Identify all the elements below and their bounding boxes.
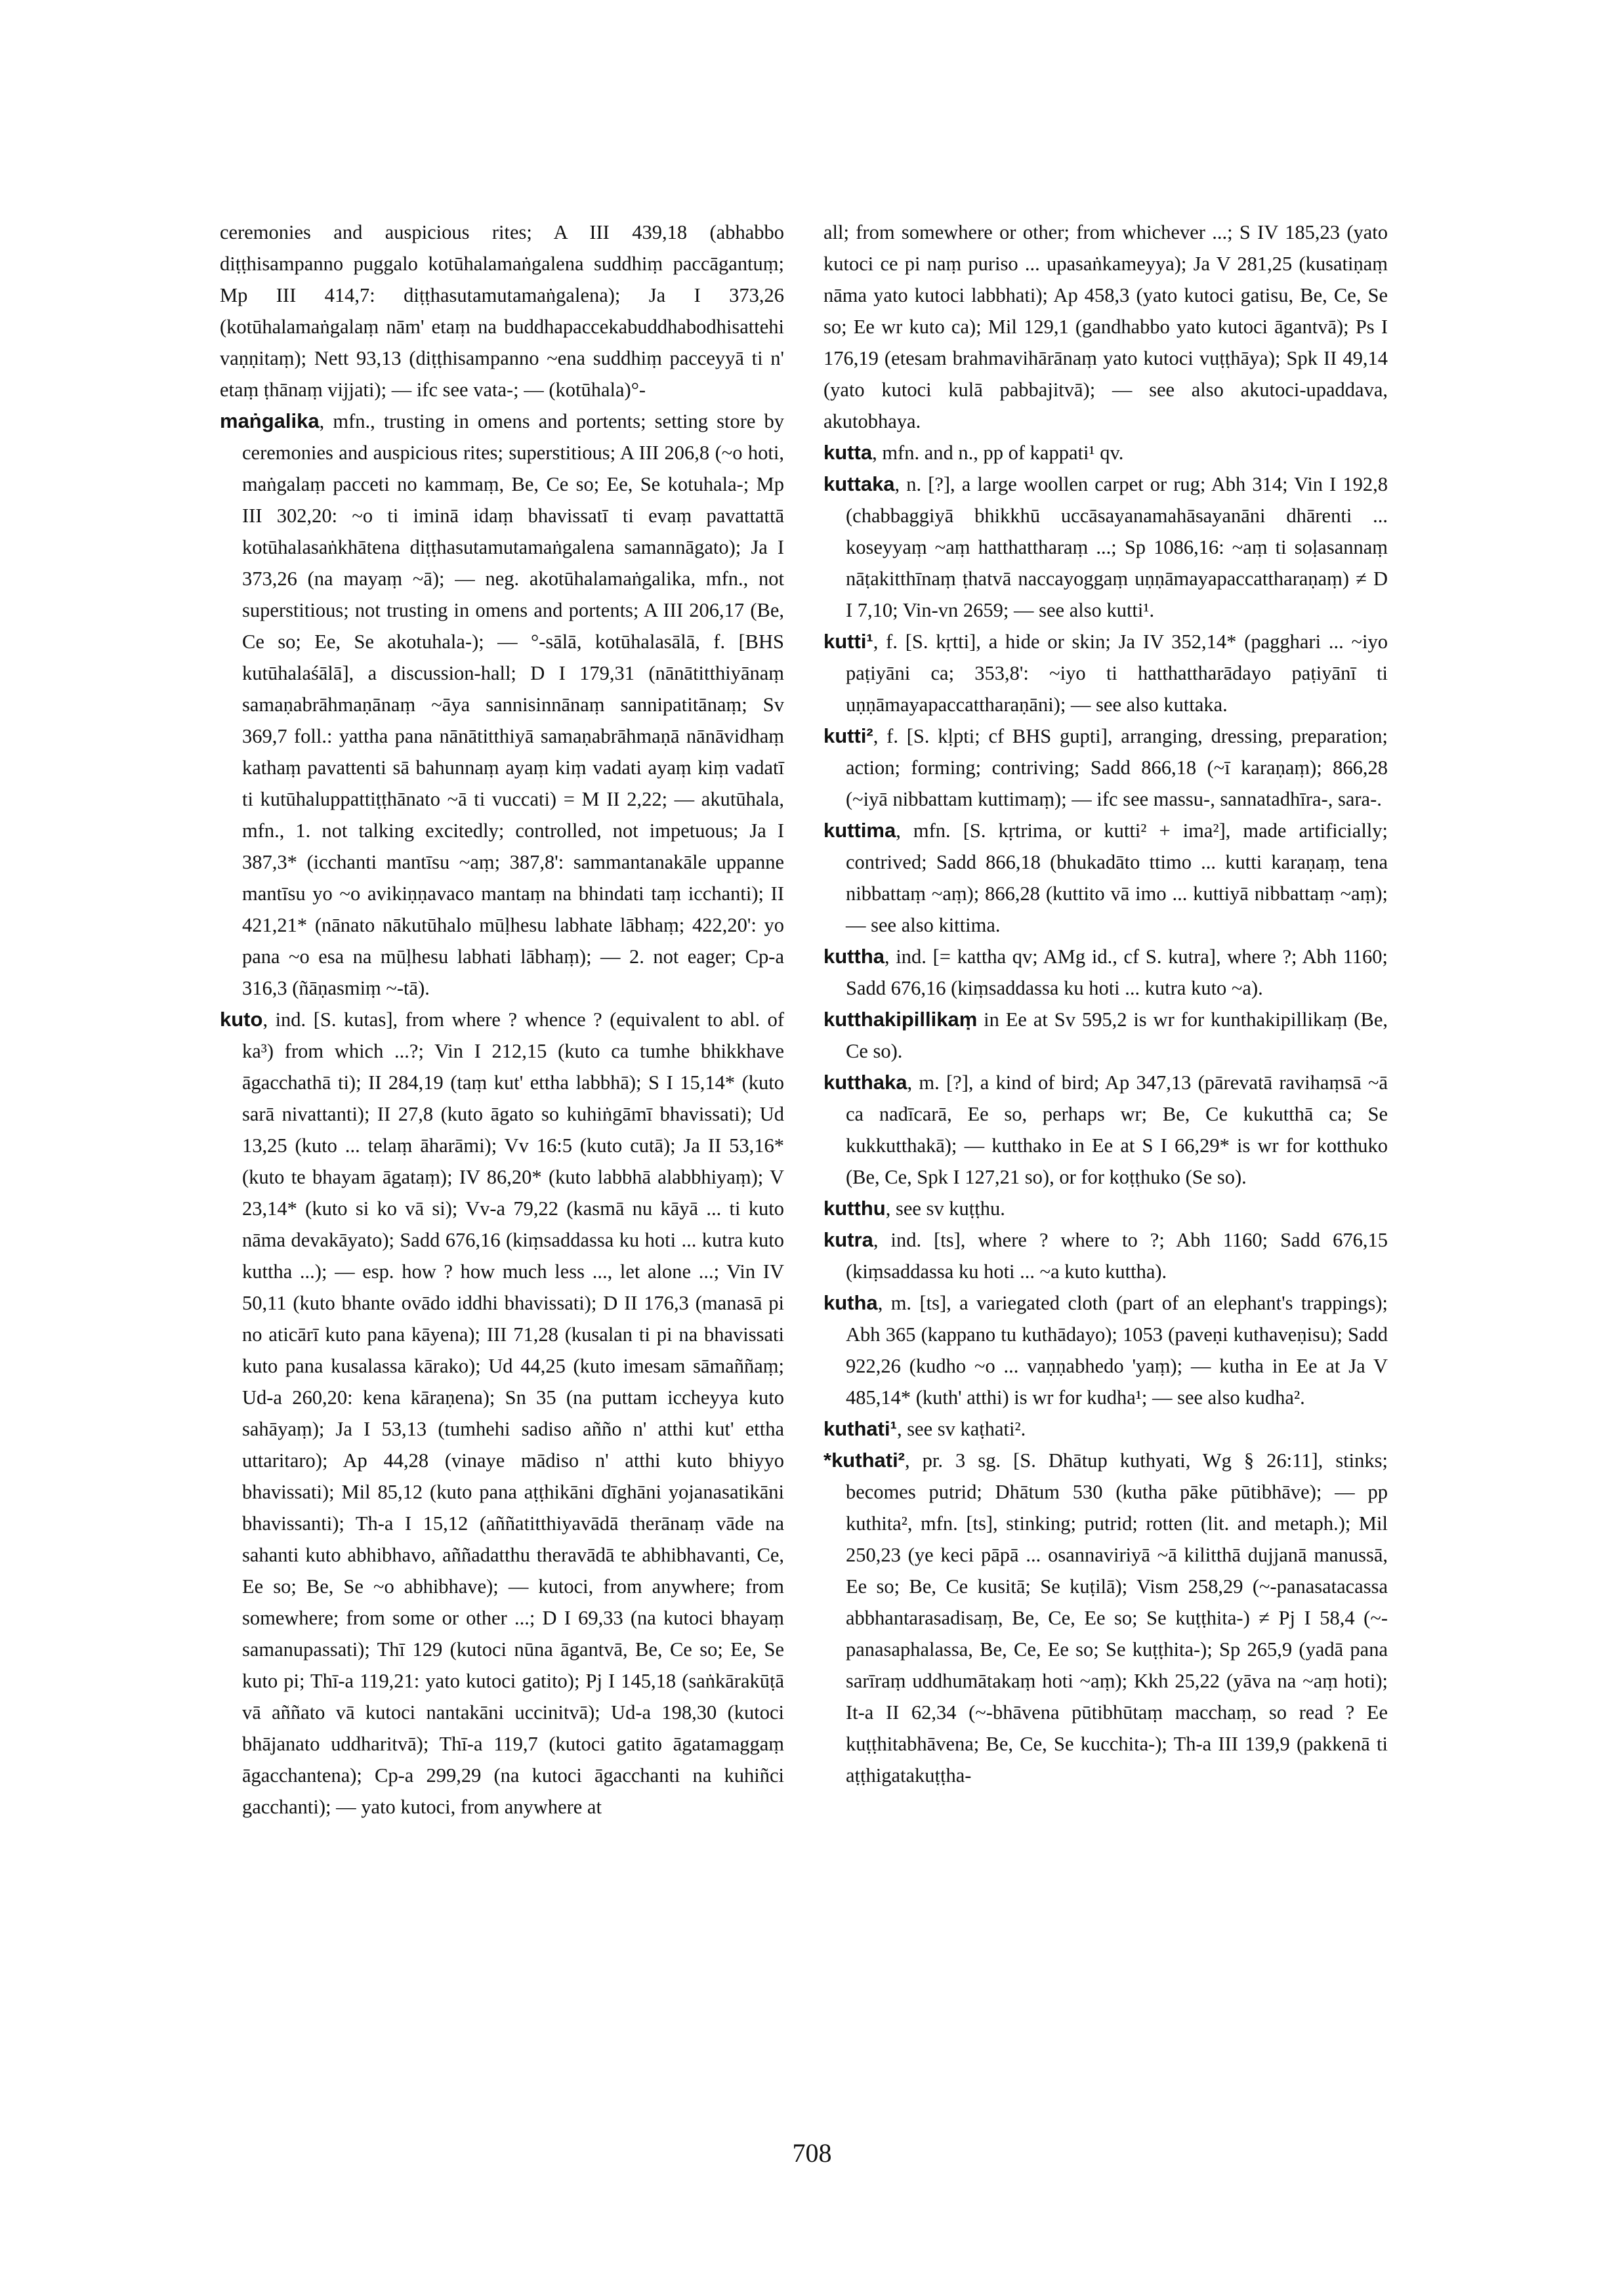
entry-headword: kutthakipillikaṃ <box>823 1008 978 1031</box>
entry <box>220 405 784 1004</box>
entry-continuation <box>220 217 784 405</box>
entry-headword: kuttha <box>823 945 885 968</box>
entry <box>823 1004 1388 1067</box>
entry-headword: kutti² <box>823 724 873 747</box>
entry <box>823 626 1388 720</box>
entry-headword: kutta <box>823 441 873 464</box>
entry-headword: kutthaka <box>823 1071 907 1094</box>
entry-body: , mfn. and n., pp of kappati¹ qv. <box>872 442 1124 464</box>
entry-body: , mfn., trusting in omens and portents; setting store by ceremonies and auspicious rites; superstitious; A III 206,8 (~o hoti, maṅgalaṃ pacceti no kammaṃ, Be, Ce so; Ee, Se kotuhala-; Mp III 302,20: ~o ti iminā idaṃ bhavissatī ti evaṃ pavattattā kotūhalasaṅkhātena diṭṭhasutamutamaṅgalena samannāgato); Ja I 373,26 (na mayaṃ ~ā); — neg. akotūhalamaṅgalika, mfn., not superstitious; not trusting in omens and portents; A III 206,17 (Be, Ce so; Ee, Se akotuhala-); — °-sālā, kotūhalasālā, f. [BHS kutūhalaśālā], a discussion-hall; D I 179,31 (nānātitthiyānaṃ samaṇabrāhmaṇānaṃ ~āya sannisinnānaṃ sannipatitānaṃ; Sv 369,7 foll.: yattha pana nānātitthiyā samaṇabrāhmaṇā nānāvidhaṃ kathaṃ pavattenti sā bahunnaṃ ayaṃ kiṃ vadati ayaṃ kiṃ vadatī ti kutūhaluppattiṭṭhānato ~ā ti vuccati) = M II 2,22; — akutūhala, mfn., 1. not talking excitedly; controlled, not impetuous; Ja I 387,3* (icchanti mantīsu ~aṃ; 387,8': sammantanakāle uppanne mantīsu yo ~o avikiṇṇavaco mantaṃ na bhindati taṃ icchanti); II 421,21* (nānato nākutūhalo mūḷhesu labhate lābhaṃ; 422,20': yo pana ~o esa na mūḷhesu labhati lābhaṃ); — 2. not eager; Cp-a 316,3 (ñāṇasmiṃ ~-tā). <box>242 410 784 999</box>
entry-headword: kuttaka <box>823 472 895 495</box>
entry-body: all; from somewhere or other; from whichever ...; S IV 185,23 (yato kutoci ce pi naṃ puriso ... upasaṅkameyya); Ja V 281,25 (kusatiṇaṃ nāma yato kutoci labbhati); Ap 458,3 (yato kutoci gatisu, Be, Ce, Se so; Ee wr kuto ca); Mil 129,1 (gandhabbo yato kutoci āgantvā); Ps I 176,19 (etesam brahmavihārānaṃ yato kutoci vuṭṭhāya); Spk II 49,14 (yato kutoci kulā pabbajitvā); — see also akutoci-upaddava, akutobhaya. <box>823 221 1388 432</box>
entry-headword: kuttima <box>823 819 896 842</box>
entry-headword: kutthu <box>823 1197 886 1220</box>
entry-headword: kuthati¹ <box>823 1417 897 1440</box>
entry <box>823 1413 1388 1445</box>
entry-body: , ind. [S. kutas], from where ? whence ? (equivalent to abl. of ka³) from which ...?; Vin I 212,15 (kuto ca tumhe bhikkhave āgacchathā ti); II 284,19 (taṃ kut' ettha labbhā); S I 15,14* (kuto sarā nivattanti); II 27,8 (kuto āgato so kuhiṅgāmī bhavissati); Ud 13,25 (kuto ... telaṃ āharāmi); Vv 16:5 (kuto cutā); Ja II 53,16* (kuto te bhayam āgataṃ); IV 86,20* (kuto labbhā alabbhiyaṃ); V 23,14* (kuto si ko vā si); Vv-a 79,22 (kasmā nu kāyā ... ti kuto nāma devakāyato); Sadd 676,16 (kiṃsaddassa ku hoti ... kutra kuto kuttha ...); — esp. how ? how much less ..., let alone ...; Vin IV 50,11 (kuto bhante ovādo iddhi bhavissati); D II 176,3 (manasā pi no aticārī kuto pana kāyena); III 71,28 (kusalan ti pi na bhavissati kuto pana kusalassa kārako); Ud 44,25 (kuto imesam sāmaññaṃ; Ud-a 260,20: kena kāraṇena); Sn 35 (na puttam iccheyya kuto sahāyaṃ); Ja I 53,13 (tumhehi sadiso añño n' atthi kut' ettha uttaritaro); Ap 44,28 (vinaye mādiso n' atthi kuto bhiyyo bhavissati); Mil 85,12 (kuto pana aṭṭhikāni dīghāni yojanasatikāni bhavissanti); Th-a I 15,12 (aññatitthiyavādā therānaṃ vāde na sahanti kuto abhibhavo, aññadatthu theravādā te abhibhavanti, Ce, Ee so; Be, Se ~o abhibhave); — kutoci, from anywhere; from somewhere; from some or other ...; D I 69,33 (na kutoci bhayaṃ samanupassati); Thī 129 (kutoci nūna āgantvā, Be, Ce so; Ee, Se kuto pi; Thī-a 119,21: yato kutoci gatito); Pj I 145,18 (saṅkārakūṭā vā aññato vā kutoci nantakāni uccinitvā); Ud-a 198,30 (kutoci bhājanato uddharitvā); Thī-a 119,7 (kutoci gatito āgatamaggaṃ āgacchantena); Cp-a 299,29 (na kutoci āgacchanti na kuhiñci gacchanti); — yato kutoci, from anywhere at <box>242 1008 784 1818</box>
entry-body: , f. [S. kṛtti], a hide or skin; Ja IV 352,14* (pagghari ... ~iyo paṭiyāni ca; 353,8': ~iyo ti hatthattharādayo paṭiyānī ti uṇṇāmayapaccattharaṇāni); — see also kuttaka. <box>846 631 1388 716</box>
entry <box>823 1193 1388 1224</box>
entry-headword: *kuthati² <box>823 1449 905 1472</box>
entry <box>823 1067 1388 1193</box>
entry-body: , m. [?], a kind of bird; Ap 347,13 (pārevatā ravihaṃsā ~ā ca nadīcarā, Ee so, perhaps wr; Be, Ce kukutthā ca; Se kukkutthakā); — kutthako in Ee at S I 66,29* is wr for kotthuko (Be, Ce, Spk I 127,21 so), or for koṭṭhuko (Se so). <box>846 1071 1388 1188</box>
entry-body: , mfn. [S. kṛtrima, or kutti² + ima²], made artificially; contrived; Sadd 866,18 (bhukadāto ttimo ... kutti karaṇaṃ, tena nibbattaṃ ~aṃ); 866,28 (kuttito vā imo ... kuttiyā nibbattaṃ ~aṃ); — see also kittima. <box>846 819 1388 936</box>
entry <box>823 1287 1388 1413</box>
entry-body: , f. [S. kḷpti; cf BHS gupti], arranging, dressing, preparation; action; forming; contriving; Sadd 866,18 (~ī karaṇaṃ); 866,28 (~iyā nibbattam kuttimaṃ); — ifc see massu-, sannatadhīra-, sara-. <box>846 725 1388 810</box>
entry-headword: kutha <box>823 1291 878 1314</box>
entry-headword: kuto <box>220 1008 263 1031</box>
entry-headword: kutti¹ <box>823 630 873 653</box>
entry-body: in Ee at Sv 595,2 is wr for kunthakipillikaṃ (Be, Ce so). <box>846 1008 1388 1062</box>
entry-headword: maṅgalika <box>220 409 320 432</box>
entry <box>823 720 1388 815</box>
entry-body: , pr. 3 sg. [S. Dhātup kuthyati, Wg § 26:11], stinks; becomes putrid; Dhātum 530 (kutha pāke pūtibhāve); — pp kuthita², mfn. [ts], stinking; putrid; rotten (lit. and metaph.); Mil 250,23 (ye keci pāpā ... osannaviriyā ~ā kilitthā dujjanā manussā, Ee so; Be, Ce kusitā; Se kuṭilā); Vism 258,29 (~-panasatacassa abbhantarasadisaṃ, Be, Ce, Ee so; Se kuṭṭhita-) ≠ Pj I 58,4 (~-panasaphalassa, Be, Ce, Ee so; Se kuṭṭhita-); Sp 265,9 (yadā pana sarīraṃ uddhumātakaṃ hoti ~aṃ); Kkh 25,22 (yāva na ~aṃ hoti); It-a II 62,34 (~-bhāvena pūtibhūtaṃ macchaṃ, so read ? Ee kuṭṭhitabhāvena; Be, Ce, Se kucchita-); Th-a III 139,9 (pakkenā ti aṭṭhigatakuṭṭha- <box>846 1449 1388 1787</box>
entry-body: , see sv kaṭhati². <box>896 1418 1026 1440</box>
entry <box>823 1445 1388 1791</box>
entry-body: , ind. [= kattha qv; AMg id., cf S. kutra], where ?; Abh 1160; Sadd 676,16 (kiṃsaddassa ku hoti ... kutra kuto ~a). <box>846 945 1388 999</box>
entry-headword: kutra <box>823 1228 873 1251</box>
page-number: 708 <box>792 2138 832 2168</box>
entry-continuation <box>823 217 1388 437</box>
entry-body: , ind. [ts], where ? where to ?; Abh 1160; Sadd 676,15 (kiṃsaddassa ku hoti ... ~a kuto kuttha). <box>846 1229 1388 1283</box>
entry <box>823 941 1388 1004</box>
entry <box>823 815 1388 941</box>
entry <box>823 1224 1388 1287</box>
entry-body: , n. [?], a large woollen carpet or rug; Abh 314; Vin I 192,8 (chabbaggiyā bhikkhū uccāsayanamahāsayanāni dhārenti ... koseyyaṃ ~aṃ hatthattharaṃ ...; Sp 1086,16: ~aṃ ti soḷasannaṃ nāṭakitthīnaṃ ṭhatvā naccayoggaṃ uṇṇāmayapaccattharaṇaṃ) ≠ D I 7,10; Vin-vn 2659; — see also kutti¹. <box>846 473 1388 621</box>
entry-body: ceremonies and auspicious rites; A III 439,18 (abhabbo diṭṭhisampanno puggalo kotūhalamaṅgalena suddhiṃ paccāgantuṃ; Mp III 414,7: diṭṭhasutamutamaṅgalena); Ja I 373,26 (kotūhalamaṅgalaṃ nām' etaṃ na buddhapaccekabuddhabodhisattehi vaṇṇitaṃ); Nett 93,13 (diṭṭhisampanno ~ena suddhiṃ pacceyyā ti n' etaṃ ṭhānaṃ vijjati); — ifc see vata-; — (kotūhala)°- <box>220 221 784 401</box>
left-column <box>220 217 784 1823</box>
entry-body: , see sv kuṭṭhu. <box>885 1197 1005 1220</box>
right-column <box>823 217 1388 1791</box>
entry <box>220 1004 784 1823</box>
entry <box>823 468 1388 626</box>
entry <box>823 437 1388 468</box>
entry-body: , m. [ts], a variegated cloth (part of an elephant's trappings); Abh 365 (kappano tu kuthādayo); 1053 (paveṇi kuthaveṇisu); Sadd 922,26 (kudho ~o ... vaṇṇabhedo 'yaṃ); — kutha in Ee at Ja V 485,14* (kuth' atthi) is wr for kudha¹; — see also kudha². <box>846 1292 1388 1409</box>
